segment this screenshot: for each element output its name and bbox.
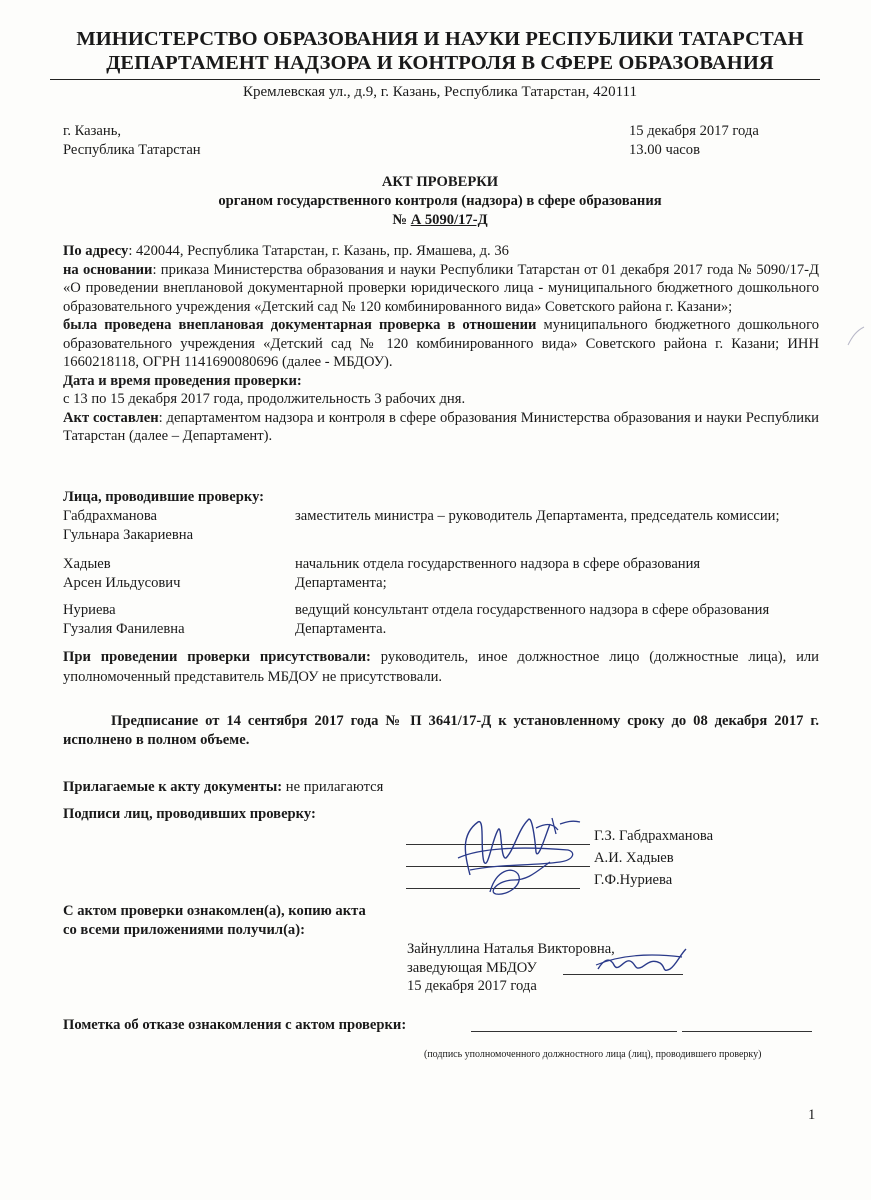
order-paragraph: Предписание от 14 сентября 2017 года № П 3641/17-Д к установленному сроку до 08 декабря 2017 г. исполнено в полном объеме. <box>63 713 819 748</box>
refusal-line-2 <box>682 1031 812 1032</box>
place-region: Республика Татарстан <box>63 141 201 158</box>
act-title-main: АКТ ПРОВЕРКИ <box>381 174 499 190</box>
period-label: Дата и время проведения проверки: <box>63 372 302 389</box>
acquainted-name: Зайнуллина Наталья Викторовна, <box>407 941 615 957</box>
act-time: 13.00 часов <box>629 141 700 158</box>
acquainted-date: 15 декабря 2017 года <box>407 978 537 994</box>
act-number-value: А 5090/17-Д <box>410 212 488 228</box>
period-text: с 13 по 15 декабря 2017 года, продолжительность 3 рабочих дня. <box>63 391 466 407</box>
inspector-1-names: Габдрахманова Гульнара Закариевна <box>63 508 194 543</box>
header-divider <box>50 79 820 80</box>
refusal-line-1 <box>471 1031 677 1032</box>
inspectors-label: Лица, проводившие проверку: <box>63 489 265 505</box>
act-title <box>40 173 840 230</box>
inspectors-signatures-image <box>440 800 600 900</box>
compiled-paragraph: Акт составлен: департаментом надзора и контроля в сфере образования Министерства образования и науки Республики Татарстан (далее – Департамент). <box>63 409 819 444</box>
inspector-3-position: ведущий консультант отдела государственного надзора в сфере образования Департамента. <box>295 602 770 637</box>
refusal-label: Пометка об отказе ознакомления с актом проверки: <box>63 1017 407 1033</box>
datetime-block <box>629 122 759 159</box>
ministry-address: Кремлевская ул., д.9, г. Казань, Республика Татарстан, 420111 <box>243 84 637 100</box>
acquainted-signature-image <box>590 945 690 985</box>
inspector-2-names: Хадыев Арсен Ильдусович <box>63 556 181 591</box>
page-number: 1 <box>808 1107 816 1123</box>
acquainted-position: заведующая МБДОУ <box>407 959 537 976</box>
place-city: г. Казань, <box>63 123 122 139</box>
inspector-1-position: заместитель министра – руководитель Департамента, председатель комиссии; <box>295 508 780 524</box>
signer-name-3: Г.Ф.Нуриева <box>594 872 673 888</box>
basis-paragraph: на основании: приказа Министерства образования и науки Республики Татарстан от 01 декабря 2017 года № 5090/17-Д «О проведении внеплановой документарной проверки юридического лица - муниципального бюджетного дошкольного образовательного учреждения «Детский сад № 120 комбинированного вида» Советского района г. Казани»; <box>63 261 819 315</box>
acquainted-label: С актом проверки ознакомлен(а), копию акта со всеми приложениями получил(а): <box>63 903 366 938</box>
inspector-3-names: Нуриева Гузалия Фанилевна <box>63 602 185 637</box>
place-block <box>63 122 201 159</box>
act-number: № А 5090/17-Д <box>392 212 488 228</box>
signatures-label: Подписи лиц, проводивших проверку: <box>63 806 316 822</box>
inspector-2-position: начальник отдела государственного надзора в сфере образования Департамента; <box>295 556 701 591</box>
attachments-line: Прилагаемые к акту документы: не прилагаются <box>63 779 384 795</box>
address-paragraph: По адресу: 420044, Республика Татарстан, г. Казань, пр. Ямашева, д. 36 <box>63 243 509 259</box>
present-paragraph: При проведении проверки присутствовали: руководитель, иное должностное лицо (должностные лица), или уполномоченный представитель МБДОУ не присутствовали. <box>63 649 819 685</box>
inspection-paragraph: была проведена внеплановая документарная проверка в отношении муниципального бюджетного дошкольного образовательного учреждения «Детский сад № 120 комбинированного вида» Советского района г. Казани; ИНН 1660218118, ОГРН 1141690080696 (далее - МБДОУ). <box>63 317 819 370</box>
ministry-title: МИНИСТЕРСТВО ОБРАЗОВАНИЯ И НАУКИ РЕСПУБЛИКИ ТАТАРСТАН <box>76 28 804 50</box>
act-title-sub: органом государственного контроля (надзора) в сфере образования <box>218 193 662 209</box>
signer-name-2: А.И. Хадыев <box>594 850 674 866</box>
department-title: ДЕПАРТАМЕНТ НАДЗОРА И КОНТРОЛЯ В СФЕРЕ ОБРАЗОВАНИЯ <box>106 52 774 74</box>
signer-name-1: Г.З. Габдрахманова <box>594 828 714 844</box>
pencil-mark <box>846 325 866 347</box>
act-body <box>63 242 819 446</box>
act-date: 15 декабря 2017 года <box>629 123 759 139</box>
refusal-caption: (подпись уполномоченного должностного лица (лиц), проводившего проверку) <box>424 1049 762 1060</box>
acquainted-person <box>407 940 615 996</box>
